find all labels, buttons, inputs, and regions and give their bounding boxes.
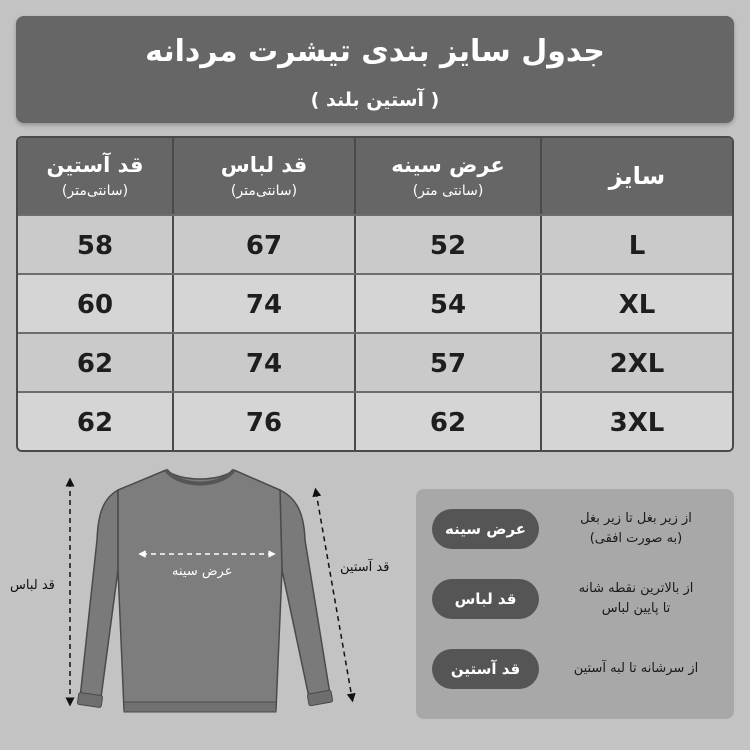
header-sleeve-unit: (سانتی‌متر) [61, 183, 129, 199]
header-chest-unit: (سانتی متر) [412, 183, 484, 199]
table-header-row [18, 138, 732, 214]
cell-chest: 54 [354, 275, 540, 334]
legend-chest-desc-line1: از زیر بغل تا زیر بغل [580, 511, 692, 526]
shirt-body [118, 470, 282, 710]
cell-length: 74 [172, 334, 354, 393]
legend-length-pill: قد لباس [432, 579, 539, 619]
cell-chest: 57 [354, 334, 540, 393]
shirt-diagram [0, 460, 410, 750]
header-chest [354, 138, 540, 214]
header-sleeve [18, 138, 172, 214]
header-length-label: قد لباس [220, 153, 308, 177]
shirt-illustration [0, 460, 410, 750]
header-size-label: سایز [608, 162, 666, 190]
table-row [18, 332, 732, 393]
header-size [540, 138, 732, 214]
cell-length: 67 [172, 216, 354, 275]
cell-length: 76 [172, 393, 354, 452]
header-chest-label: عرض سینه [391, 153, 505, 177]
cell-size: 3XL [540, 393, 732, 452]
header-sleeve-label: قد آستین [46, 153, 144, 177]
legend-length-desc [550, 579, 722, 619]
title-banner [16, 16, 734, 123]
legend-sleeve-desc [550, 659, 722, 679]
cell-size: L [540, 216, 732, 275]
legend-sleeve-pill: قد آستین [432, 649, 539, 689]
cell-chest: 52 [354, 216, 540, 275]
legend-length-desc-line1: از بالاترین نقطه شانه [578, 581, 694, 596]
cell-size: 2XL [540, 334, 732, 393]
right-sleeve [280, 490, 330, 702]
cell-chest: 62 [354, 393, 540, 452]
page-title: جدول سایز بندی تیشرت مردانه [145, 34, 605, 69]
table-row [18, 273, 732, 334]
cell-sleeve: 60 [76, 289, 114, 320]
diagram-length-label: قد لباس [10, 578, 55, 593]
table-row [18, 391, 732, 452]
header-length [172, 138, 354, 214]
cell-size: XL [540, 275, 732, 334]
legend-sleeve-desc-line1: از سرشانه تا لبه آستین [573, 661, 699, 676]
legend-chest-desc-line2: (به صورت افقی) [589, 531, 683, 546]
page-subtitle: ( آستین بلند ) [310, 89, 440, 111]
size-table [16, 136, 734, 452]
diagram-sleeve-label: قد آستین [340, 560, 390, 575]
left-sleeve [80, 490, 118, 705]
header-length-unit: (سانتی‌متر) [230, 183, 298, 199]
cell-sleeve: 58 [76, 230, 114, 261]
cell-length: 74 [172, 275, 354, 334]
table-row [18, 214, 732, 275]
diagram-chest-label: عرض سینه [172, 564, 233, 579]
legend-length-desc-line2: تا پایین لباس [601, 601, 671, 616]
measurement-legend [416, 489, 734, 719]
cell-sleeve: 62 [76, 348, 114, 379]
legend-chest-desc [550, 509, 722, 549]
legend-chest-pill: عرض سینه [432, 509, 539, 549]
cell-sleeve: 62 [76, 407, 114, 438]
